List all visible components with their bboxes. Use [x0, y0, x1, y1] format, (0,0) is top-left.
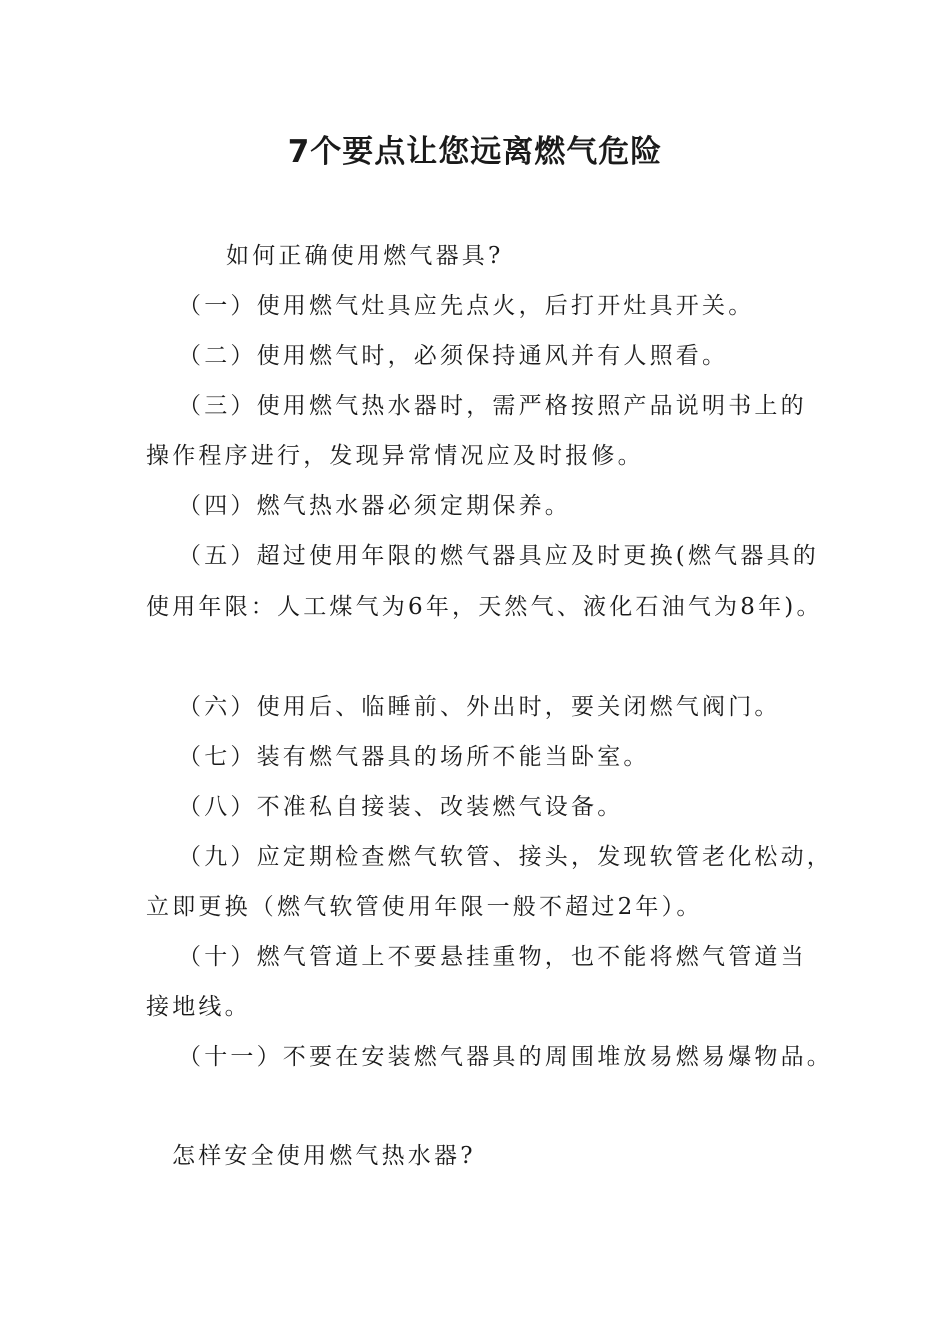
- tip-item-5-line-2: 使用年限：人工煤气为6年，天然气、液化石油气为8年)。: [146, 594, 823, 620]
- section-question-gas-appliances: 如何正确使用燃气器具?: [226, 243, 504, 269]
- tip-item-4: （四）燃气热水器必须定期保养。: [178, 493, 571, 519]
- tip-item-8: （八）不准私自接装、改装燃气设备。: [178, 794, 624, 820]
- tip-item-1: （一）使用燃气灶具应先点火，后打开灶具开关。: [178, 293, 755, 319]
- tip-item-9-line-2: 立即更换（燃气软管使用年限一般不超过2年）。: [146, 894, 703, 920]
- tip-item-5-line-1: （五）超过使用年限的燃气器具应及时更换(燃气器具的: [178, 543, 819, 569]
- tip-item-3-line-2: 操作程序进行，发现异常情况应及时报修。: [146, 443, 644, 469]
- tip-item-9-line-1: （九）应定期检查燃气软管、接头，发现软管老化松动，: [178, 844, 833, 870]
- tip-item-10-line-1: （十）燃气管道上不要悬挂重物，也不能将燃气管道当: [178, 944, 807, 970]
- section-question-water-heater: 怎样安全使用燃气热水器?: [172, 1143, 476, 1169]
- page-title: 7个要点让您远离燃气危险: [287, 134, 663, 170]
- tip-item-7: （七）装有燃气器具的场所不能当卧室。: [178, 744, 650, 770]
- tip-item-3-line-1: （三）使用燃气热水器时，需严格按照产品说明书上的: [178, 393, 807, 419]
- tip-item-11: （十一）不要在安装燃气器具的周围堆放易燃易爆物品。: [178, 1044, 833, 1070]
- tip-item-6: （六）使用后、临睡前、外出时，要关闭燃气阀门。: [178, 694, 781, 720]
- tip-item-10-line-2: 接地线。: [146, 994, 251, 1020]
- tip-item-2: （二）使用燃气时，必须保持通风并有人照看。: [178, 343, 729, 369]
